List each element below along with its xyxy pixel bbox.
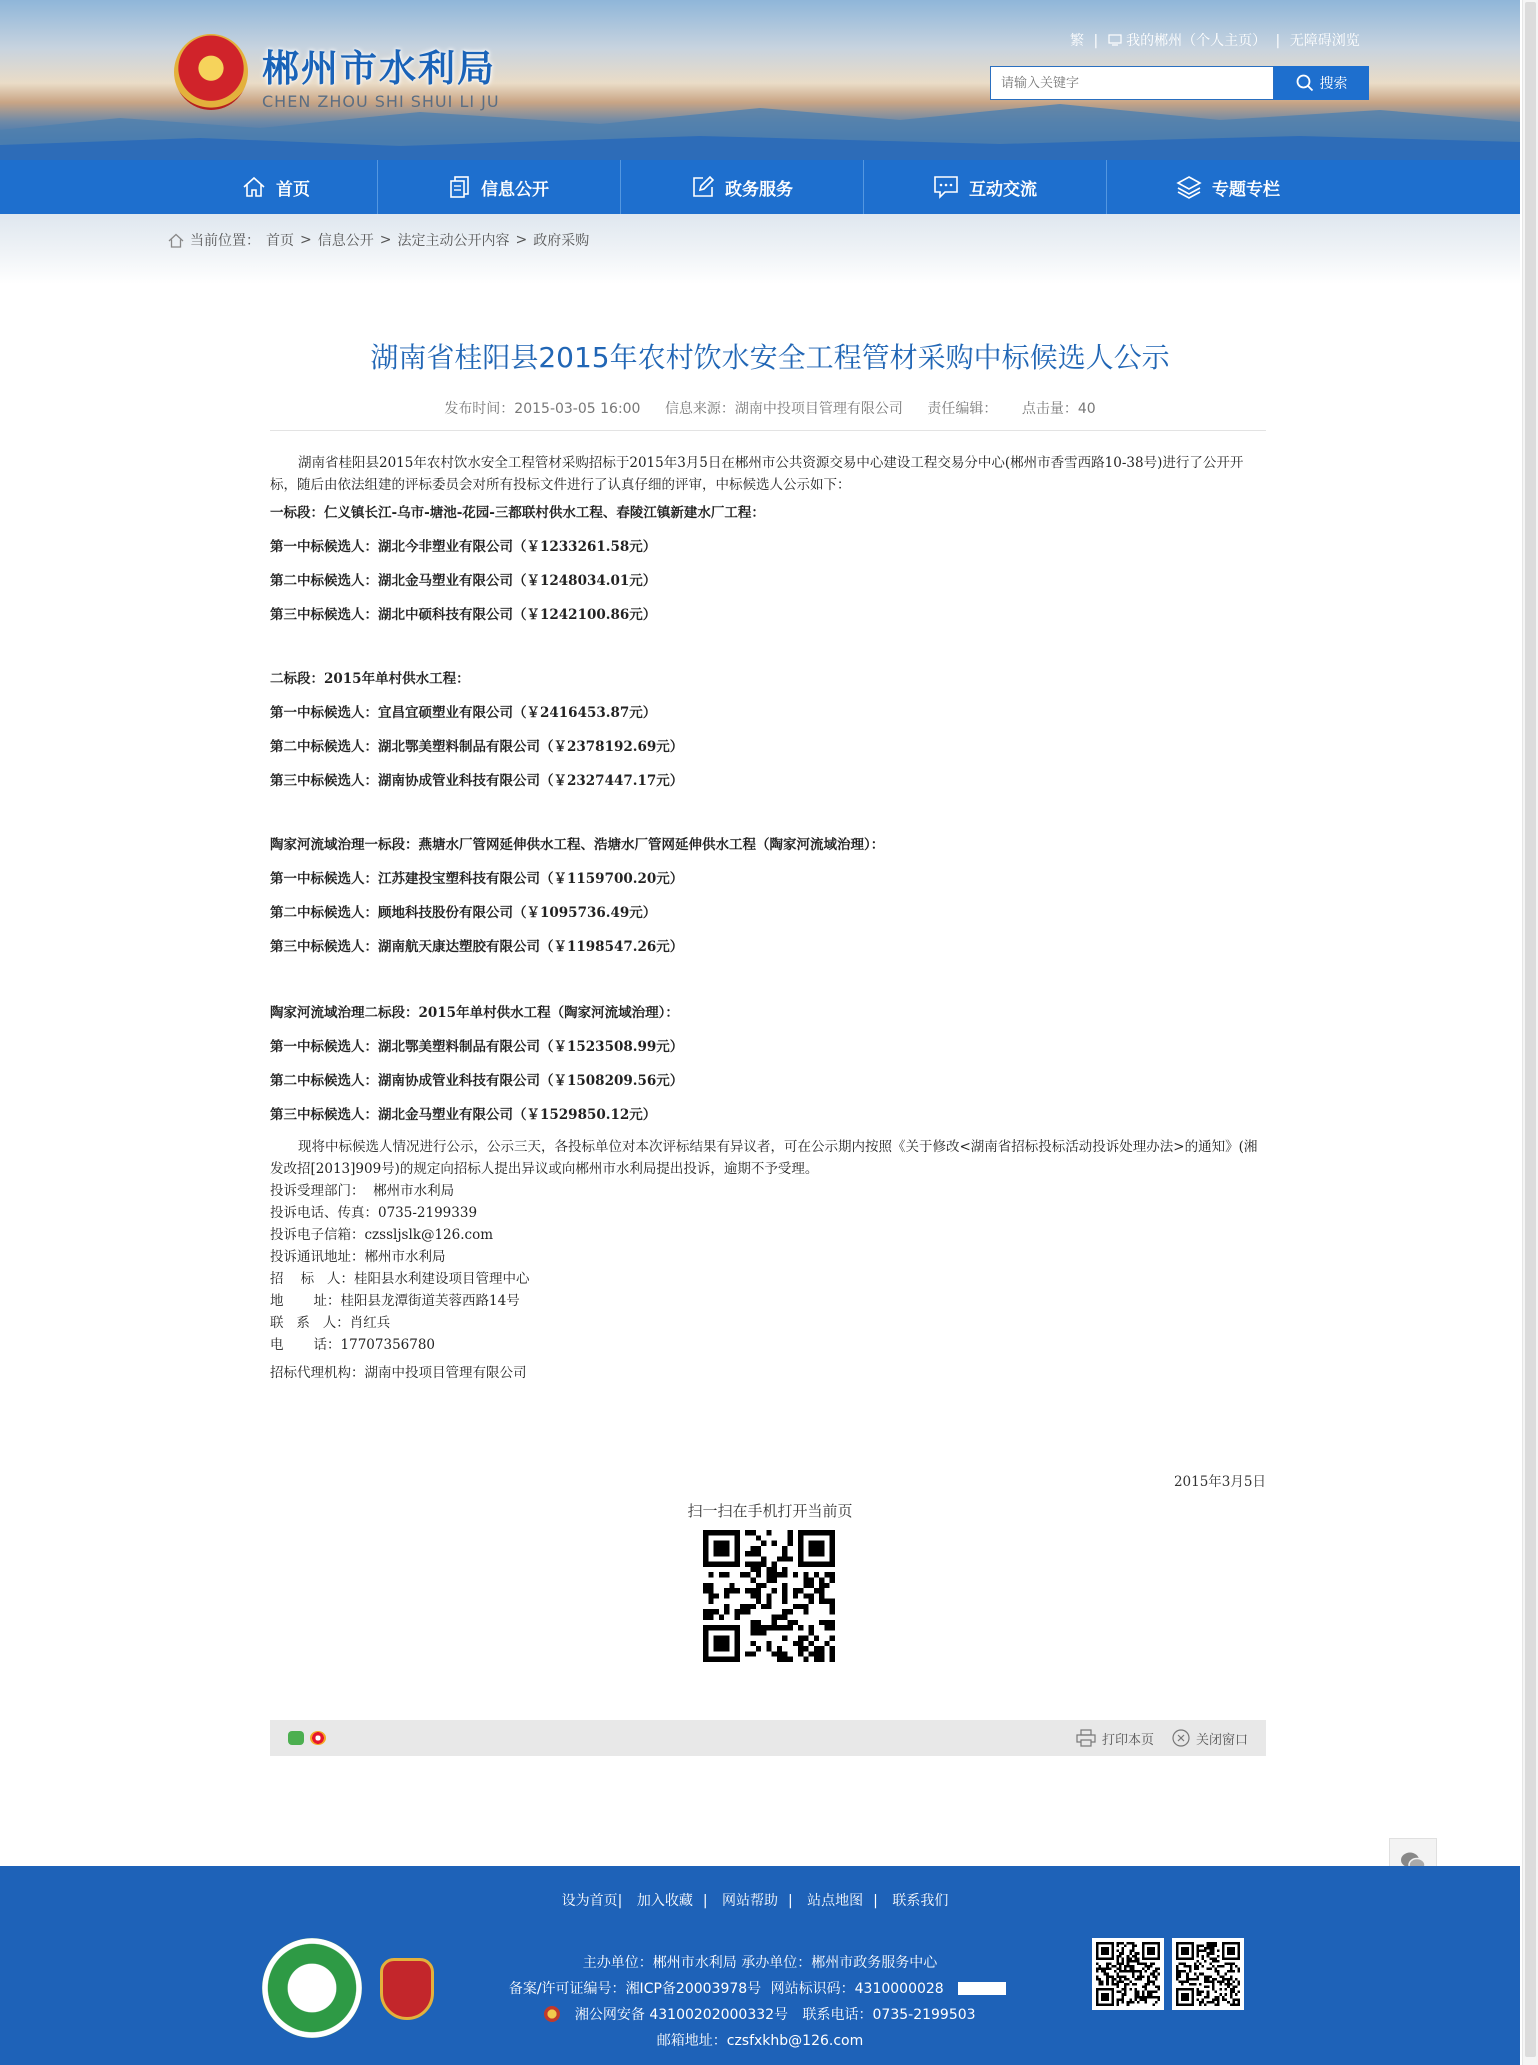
footer-sponsor: 主办单位：郴州市水利局 承办单位：郴州市政务服务中心 bbox=[582, 1955, 938, 1971]
contact-line: 地 址：桂阳县龙潭街道芙蓉西路14号 bbox=[270, 1293, 520, 1309]
contact-line: 投诉通讯地址：郴州市水利局 bbox=[270, 1249, 446, 1265]
page-qr-code-icon bbox=[703, 1530, 835, 1662]
contact-line: 电 话：17707356780 bbox=[270, 1337, 436, 1353]
candidate-line: 第二中标候选人：湖北金马塑业有限公司（￥1248034.01元） bbox=[270, 573, 657, 589]
contact-line: 投诉电子信箱：czssljslk@126.com bbox=[270, 1227, 494, 1243]
article-body bbox=[270, 452, 1266, 1384]
intro-paragraph: 湖南省桂阳县2015年农村饮水安全工程管材采购招标于2015年3月5日在郴州市公共资源交易中心建设工程交易分中心(郴州市香雪西路10-38号)进行了公开开标，随后由依法组建的评标委员会对所有投标文件进行了认真仔细的评审，中标候选人公示如下： bbox=[270, 455, 1244, 493]
footer-qr-code-icon bbox=[1092, 1938, 1164, 2010]
site-title[interactable]: 郴州市水利局 bbox=[262, 47, 496, 90]
section-heading: 陶家河流域治理二标段：2015年单村供水工程（陶家河流域治理）： bbox=[270, 1005, 679, 1021]
contact-line: 招 标 人：桂阳县水利建设项目管理中心 bbox=[270, 1271, 530, 1287]
footer-phone: 联系电话：0735-2199503 bbox=[802, 2007, 976, 2023]
layers-icon bbox=[1176, 175, 1202, 199]
footer-link-sitemap[interactable]: 站点地图 bbox=[807, 1893, 864, 1909]
national-emblem-icon bbox=[174, 34, 248, 110]
print-label: 打印本页 bbox=[1101, 1732, 1154, 1748]
nav-label-info: 信息公开 bbox=[481, 179, 549, 200]
footer-license-label: 备案/许可证编号： bbox=[508, 1981, 626, 1997]
nav-item-service[interactable] bbox=[621, 160, 863, 214]
candidate-line: 第三中标候选人：湖北金马塑业有限公司（￥1529850.12元） bbox=[270, 1107, 657, 1123]
page-scrollbar[interactable] bbox=[1522, 0, 1538, 2065]
site-pinyin: CHEN ZHOU SHI SHUI LI JU bbox=[262, 92, 500, 111]
footer-links: 设为首页| 加入收藏 | 网站帮助 | 站点地图 | 联系我们 bbox=[561, 1893, 949, 1909]
breadcrumb-sep: > bbox=[379, 232, 392, 248]
share-print-bar bbox=[270, 1720, 1266, 1756]
nav-label-special: 专题专栏 bbox=[1212, 179, 1280, 200]
click-count: 点击量：40 bbox=[1021, 401, 1096, 417]
nav-item-info[interactable] bbox=[378, 160, 620, 214]
breadcrumb-sep: > bbox=[300, 232, 312, 248]
candidate-line: 第一中标候选人：宜昌宜硕塑业有限公司（￥2416453.87元） bbox=[270, 705, 657, 721]
accessibility-link[interactable]: 无障碍浏览 bbox=[1289, 33, 1360, 49]
home-icon bbox=[168, 233, 184, 248]
footer-link-homepage[interactable]: 设为首页 bbox=[561, 1893, 618, 1909]
candidate-line: 第三中标候选人：湖北中硕科技有限公司（￥1242100.86元） bbox=[270, 607, 657, 623]
printer-icon bbox=[1076, 1729, 1096, 1747]
contact-line: 投诉受理部门： 郴州市水利局 bbox=[270, 1183, 455, 1199]
footer-site-code: 网站标识码：4310000028 bbox=[770, 1981, 944, 1997]
article-meta bbox=[270, 398, 1270, 418]
notice-paragraph: 现将中标候选人情况进行公示，公示三天，各投标单位对本次评标结果有异议者，可在公示期内按照《关于修改<湖南省招标投标活动投诉处理办法>的通知》(湘发改招[2013]909号)的规定向招标人提出异议或向郴州市水利局提出投诉，逾期不予受理。 bbox=[270, 1139, 1258, 1177]
search-icon bbox=[1296, 74, 1314, 92]
candidate-line: 第一中标候选人：江苏建投宝塑科技有限公司（￥1159700.20元） bbox=[270, 871, 684, 887]
title-divider bbox=[270, 430, 1266, 431]
nav-item-special[interactable] bbox=[1107, 160, 1349, 214]
footer-link-help[interactable]: 网站帮助 bbox=[722, 1893, 778, 1909]
home-icon bbox=[242, 176, 266, 198]
breadcrumb-home[interactable]: 首页 bbox=[266, 233, 294, 249]
article-title: 湖南省桂阳县2015年农村饮水安全工程管材采购中标候选人公示 bbox=[370, 341, 1170, 374]
search-button-label: 搜索 bbox=[1319, 75, 1348, 91]
footer-link-favorite[interactable]: 加入收藏 bbox=[636, 1893, 693, 1909]
agency-line: 招标代理机构：湖南中投项目管理有限公司 bbox=[270, 1365, 527, 1381]
weibo-share-icon[interactable] bbox=[310, 1731, 326, 1745]
breadcrumb-info[interactable]: 信息公开 bbox=[317, 233, 374, 249]
error-finder-icon[interactable] bbox=[958, 1982, 1006, 1995]
candidate-line: 第一中标候选人：湖北鄂美塑料制品有限公司（￥1523508.99元） bbox=[270, 1039, 684, 1055]
breadcrumb-prefix: 当前位置： bbox=[190, 233, 260, 249]
info-source: 信息来源：湖南中投项目管理有限公司 bbox=[664, 401, 903, 417]
top-links: 繁 | 我的郴州（个人主页） | 无障碍浏览 bbox=[1070, 33, 1360, 49]
nav-item-home[interactable] bbox=[176, 160, 376, 214]
footer-info bbox=[0, 1950, 1520, 2054]
monitor-icon bbox=[1108, 34, 1122, 46]
candidate-line: 第二中标候选人：湖南协成管业科技有限公司（￥1508209.56元） bbox=[270, 1073, 684, 1089]
header-banner bbox=[0, 0, 1520, 160]
police-badge-icon bbox=[544, 2006, 560, 2022]
close-label: 关闭窗口 bbox=[1195, 1732, 1248, 1748]
editor: 责任编辑： bbox=[927, 401, 998, 417]
breadcrumb-sep: > bbox=[515, 232, 528, 248]
candidate-line: 第一中标候选人：湖北今非塑业有限公司（￥1233261.58元） bbox=[270, 539, 657, 555]
section-heading: 二标段：2015年单村供水工程： bbox=[270, 671, 470, 687]
footer-link-contact[interactable]: 联系我们 bbox=[892, 1893, 949, 1909]
breadcrumb-legal[interactable]: 法定主动公开内容 bbox=[397, 233, 510, 249]
candidate-line: 第二中标候选人：顾地科技股份有限公司（￥1095736.49元） bbox=[270, 905, 657, 921]
main-nav bbox=[0, 160, 1520, 214]
breadcrumb bbox=[168, 230, 589, 250]
footer-email: 邮箱地址：czsfxkhb@126.com bbox=[656, 2033, 864, 2049]
search-input[interactable] bbox=[990, 66, 1274, 100]
my-chenzhou-link[interactable]: 我的郴州（个人主页） bbox=[1126, 33, 1267, 49]
close-icon bbox=[1172, 1729, 1190, 1747]
traditional-chinese-link[interactable]: 繁 bbox=[1070, 33, 1084, 49]
footer-icp[interactable]: 湘ICP备20003978号 bbox=[625, 1981, 762, 1997]
footer-qr-code-icon bbox=[1172, 1938, 1244, 2010]
candidate-line: 第三中标候选人：湖南航天康达塑胶有限公司（￥1198547.26元） bbox=[270, 939, 684, 955]
print-button[interactable] bbox=[1076, 1729, 1154, 1748]
breadcrumb-procurement[interactable]: 政府采购 bbox=[533, 233, 590, 249]
contact-line: 联 系 人：肖红兵 bbox=[270, 1315, 391, 1331]
nav-label-service: 政务服务 bbox=[725, 179, 793, 200]
chat-icon bbox=[933, 175, 959, 199]
edit-icon bbox=[691, 175, 715, 199]
candidate-line: 第二中标候选人：湖北鄂美塑料制品有限公司（￥2378192.69元） bbox=[270, 739, 684, 755]
publish-time: 发布时间：2015-03-05 16:00 bbox=[444, 401, 641, 417]
section-heading: 陶家河流域治理一标段：燕塘水厂管网延伸供水工程、浩塘水厂管网延伸供水工程（陶家河流域治理）： bbox=[270, 837, 885, 853]
nav-item-interact[interactable] bbox=[864, 160, 1106, 214]
article-date: 2015年3月5日 bbox=[1173, 1474, 1266, 1490]
nav-label-interact: 互动交流 bbox=[969, 179, 1037, 200]
qr-caption: 扫一扫在手机打开当前页 bbox=[687, 1502, 853, 1520]
contact-line: 投诉电话、传真：0735-2199339 bbox=[270, 1205, 478, 1221]
wechat-share-icon[interactable] bbox=[288, 1731, 304, 1745]
candidate-line: 第三中标候选人：湖南协成管业科技有限公司（￥2327447.17元） bbox=[270, 773, 684, 789]
section-heading: 一标段：仁义镇长江-乌市-塘池-花园-三都联村供水工程、春陵江镇新建水厂工程： bbox=[270, 505, 765, 521]
close-window-button[interactable] bbox=[1172, 1729, 1248, 1748]
nav-label-home: 首页 bbox=[276, 179, 310, 200]
document-icon bbox=[449, 175, 471, 199]
search-button[interactable] bbox=[1274, 66, 1369, 100]
footer-police-record[interactable]: 湘公网安备 43100202000332号 bbox=[574, 2007, 789, 2023]
footer bbox=[0, 1866, 1520, 2065]
scrollbar-thumb[interactable] bbox=[1525, 2, 1536, 2057]
